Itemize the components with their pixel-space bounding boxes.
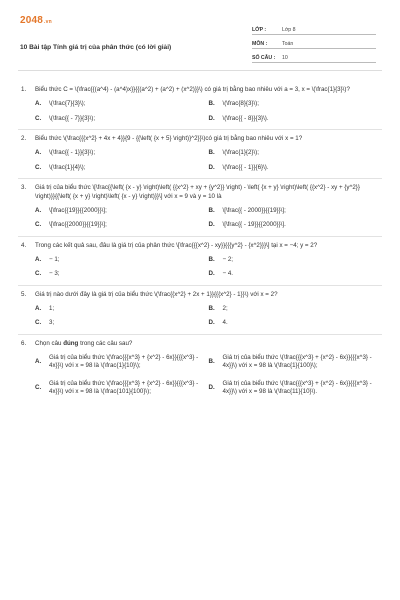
meta-value: 10 [282, 54, 288, 61]
question-stem [18, 135, 382, 143]
document-meta [252, 24, 376, 66]
question-6 [18, 335, 382, 403]
question-number: 5. [21, 290, 27, 298]
question-number: 4. [21, 241, 27, 249]
meta-row-subject [252, 38, 376, 49]
option-c[interactable] [35, 270, 209, 278]
option-b[interactable] [209, 100, 383, 108]
document-title: 10 Bài tập Tính giá trị của phân thức (có lời giải) [20, 44, 172, 51]
option-text: − 4. [222, 270, 233, 278]
question-stem [18, 184, 382, 201]
option-d[interactable] [209, 115, 383, 123]
option-letter: B. [208, 358, 215, 366]
option-text: Giá trị của biểu thức \(\frac{{{x^3} + {x^2} - 6x}}{{{x^3} - 4x}}\) với x = 98 là \(\frac{1}{100}\); [222, 354, 372, 370]
option-text: \[\frac{{ - 2000}}{{19}}\]; [222, 206, 286, 214]
answer-options [35, 305, 382, 328]
option-letter: B. [208, 149, 215, 157]
header-divider [18, 70, 382, 71]
option-d[interactable] [209, 270, 383, 278]
question-stem [18, 86, 382, 94]
option-letter: A. [35, 358, 42, 366]
option-a[interactable] [35, 305, 209, 313]
option-letter: D. [208, 319, 215, 327]
worksheet-header [18, 10, 382, 66]
option-letter: D. [208, 114, 215, 122]
option-text: \(\frac{{ - 1}}{3}\); [49, 149, 96, 157]
option-letter: A. [35, 100, 42, 108]
option-b[interactable] [209, 149, 383, 157]
option-letter: C. [35, 319, 42, 327]
question-stem [18, 291, 382, 299]
answer-options [35, 207, 382, 230]
option-b[interactable] [209, 354, 383, 371]
option-text: \(\frac{{ - 7}}{3}\); [49, 114, 96, 122]
option-d[interactable] [209, 164, 383, 172]
option-text: \(\frac{{ - 1}}{6}\). [222, 163, 269, 171]
option-letter: D. [208, 163, 215, 171]
meta-value: Toán [282, 40, 294, 47]
option-b[interactable] [209, 305, 383, 313]
option-text: − 2; [222, 255, 233, 263]
option-letter: A. [35, 305, 42, 313]
option-text: \(\frac{7}{3}\); [49, 100, 86, 108]
option-c[interactable] [35, 380, 209, 397]
option-text: \[\frac{{2000}}{{19}}\]; [49, 221, 107, 229]
option-b[interactable] [209, 207, 383, 215]
option-text: \(\frac{1}{2}\); [222, 149, 259, 157]
question-3 [18, 179, 382, 236]
answer-options [35, 256, 382, 279]
site-logo[interactable]: 2048.vn [20, 15, 52, 26]
question-text: Chọn câu đúng trong các câu sau? [35, 339, 133, 347]
question-1 [18, 81, 382, 130]
meta-row-grade [252, 24, 376, 35]
option-letter: C. [35, 163, 42, 171]
meta-label: SỐ CÂU : [252, 54, 276, 61]
question-stem [18, 242, 382, 250]
option-d[interactable] [209, 319, 383, 327]
option-text: Giá trị của biểu thức \(\frac{{{x^3} + {x^2} - 6x}}{{{x^3} - 4x}}\) với x = 98 là \(\frac{101}{100}\); [49, 379, 199, 396]
question-text: Giá trị nào dưới đây là giá trị của biểu thức \(\frac{{x^2} + 2x + 1}}{{{x^2} - 1}}\) với x = 2? [35, 290, 278, 298]
option-letter: C. [35, 270, 42, 278]
option-text: Giá trị của biểu thức \(\frac{{{x^3} + {x^2} - 6x}}{{{x^3} - 4x}}\) với x = 98 là \(\frac{11}{10}\). [222, 379, 372, 396]
option-text: \[\frac{{ - 19}}{{2000}}\]. [222, 221, 286, 229]
question-number: 3. [21, 184, 27, 192]
option-letter: B. [208, 100, 215, 108]
option-d[interactable] [209, 221, 383, 229]
option-letter: B. [208, 305, 215, 313]
option-c[interactable] [35, 319, 209, 327]
question-5 [18, 286, 382, 335]
meta-value: Lớp 8 [282, 26, 296, 33]
option-a[interactable] [35, 256, 209, 264]
meta-label: MÔN : [252, 40, 268, 47]
answer-options [35, 100, 382, 123]
option-letter: D. [208, 221, 215, 229]
question-number: 2. [21, 135, 27, 143]
option-letter: A. [35, 206, 42, 214]
question-2 [18, 130, 382, 179]
option-d[interactable] [209, 380, 383, 397]
option-a[interactable] [35, 354, 209, 371]
meta-label: LỚP : [252, 26, 267, 33]
option-letter: B. [208, 206, 215, 214]
option-letter: D. [208, 384, 215, 391]
option-text: 4. [222, 319, 228, 327]
option-text: Giá trị của biểu thức \(\frac{{{x^3} + {x^2} - 6x}}{{{x^3} - 4x}}\) với x = 98 là \(\frac{1}{10}\); [49, 354, 199, 370]
question-stem [18, 340, 382, 348]
answer-options [35, 354, 382, 396]
question-number: 6. [21, 339, 27, 347]
option-text: 3; [49, 319, 55, 327]
option-letter: D. [208, 270, 215, 278]
question-4 [18, 237, 382, 286]
question-text: Trong các kết quả sau, đâu là giá trị của phân thức \[\frac{{{x^2} - xy}}{{{y^2} - {x^2}}}\] tại x = −4; y = 2? [35, 241, 318, 249]
option-text: \[\frac{{19}}{{2000}}\]; [49, 206, 107, 214]
question-text: Biểu thức \(\frac{{{x^2} + 4x + 4}}{9 - {{\left( {x + 5} \right)}^2}}\)có giá trị bằng bao nhiêu với x = 1? [35, 135, 303, 143]
option-c[interactable] [35, 115, 209, 123]
option-text: − 3; [49, 270, 60, 278]
option-text: \(\frac{1}{4}\); [49, 163, 86, 171]
option-letter: C. [35, 221, 42, 229]
question-text: Biểu thức C = \(\frac{{(a^4) - (a^4)x}}{{(a^2) + (a^2) + (x^2)}}\) có giá trị bằng bao nhiêu với a = 3, x = \(\frac{1}{3}\)? [35, 86, 350, 93]
option-letter: C. [35, 114, 42, 122]
option-c[interactable] [35, 164, 209, 172]
option-a[interactable] [35, 207, 209, 215]
option-letter: A. [35, 255, 42, 263]
option-text: 1; [49, 305, 55, 313]
meta-row-count [252, 52, 376, 63]
option-text: − 1; [49, 255, 60, 263]
option-letter: A. [35, 149, 42, 157]
option-a[interactable] [35, 100, 209, 108]
option-text: 2; [222, 305, 228, 313]
option-b[interactable] [209, 256, 383, 264]
answer-options [35, 149, 382, 172]
option-a[interactable] [35, 149, 209, 157]
question-number: 1. [21, 86, 27, 93]
option-c[interactable] [35, 221, 209, 229]
option-letter: B. [208, 255, 215, 263]
option-text: \(\frac{8}{3}\); [222, 100, 259, 108]
emphasis-word: đúng [63, 339, 79, 347]
option-letter: C. [35, 384, 42, 391]
option-text: \(\frac{{ - 8}}{3}\). [222, 114, 269, 122]
question-text: Giá trị của biểu thức \[\frac{{\left( {x - y} \right)\left( {{x^2} + xy + {y^2}} \right) - \left( {x + y} \right)\left( {{x^2} - xy + {y^2}} \right)}}{{\left( {x + y} \right)\left( {x - y} \right)}}\] với x = 9 và y = 10 là [35, 184, 360, 200]
